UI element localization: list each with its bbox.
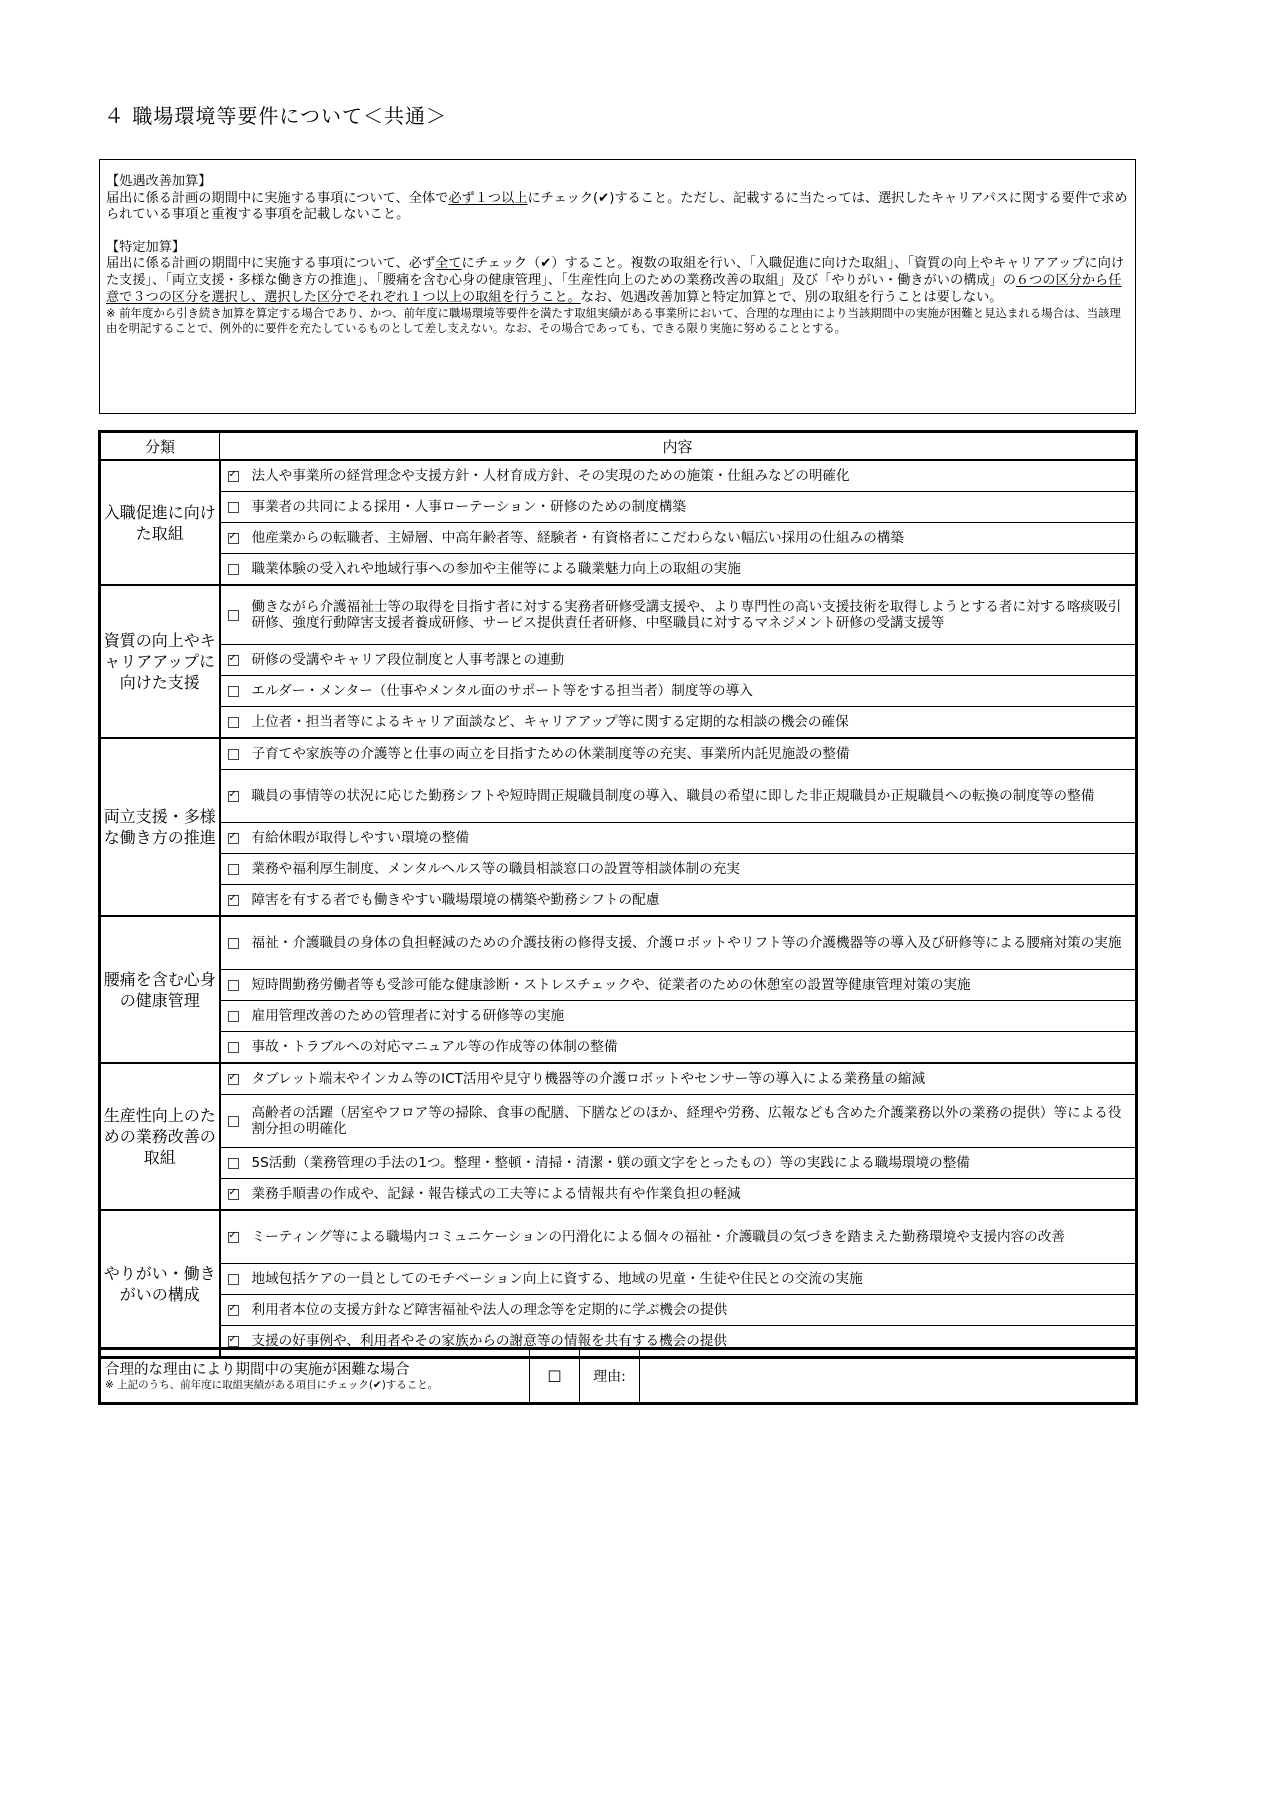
tokutei-heading: 【特定加算】 — [106, 239, 186, 255]
item-text: 有給休暇が取得しやすい環境の整備 — [246, 823, 1137, 854]
exception-main-text: 合理的な理由により期間中の実施が困難な場合 — [105, 1361, 410, 1378]
item-checkbox-cell — [220, 1148, 246, 1179]
reason-label: 理由: — [580, 1349, 640, 1404]
unchecked-box-icon[interactable] — [228, 717, 239, 728]
item-text: 働きながら介護福祉士等の取得を目指す者に対する実務者研修受講支援や、より専門性の高い支援技術を取得しようとする者に対する喀痰吸引研修、強度行動障害支援者養成研修、サービス提供責任者研修、中堅職員に対するマネジメント研修の受講支援等 — [246, 585, 1137, 645]
item-text: 福祉・介護職員の身体の負担軽減のための介護技術の修得支援、介護ロボットやリフト等の介護機器等の導入及び研修等による腰痛対策の実施 — [246, 916, 1137, 970]
category-label: 入職促進に向けた取組 — [100, 460, 220, 585]
unchecked-box-icon[interactable] — [228, 1011, 239, 1022]
exception-note: ※ 上記のうち、前年度に取組実績がある項目にチェック(✔)すること。 — [105, 1378, 439, 1391]
category-label: 資質の向上やキャリアアップに向けた支援 — [100, 585, 220, 738]
unchecked-box-icon[interactable] — [228, 1042, 239, 1053]
item-text: エルダー・メンター（仕事やメンタル面のサポート等をする担当者）制度等の導入 — [246, 676, 1137, 707]
reason-field[interactable] — [640, 1349, 1137, 1404]
item-checkbox-cell — [220, 1001, 246, 1032]
item-text: タブレット端末やインカム等のICT活用や見守り機器等の介護ロボットやセンサー等の導入による業務量の縮減 — [246, 1063, 1137, 1095]
item-checkbox-cell — [220, 854, 246, 885]
table-row — [100, 1295, 1137, 1326]
item-text: 高齢者の活躍（居室やフロア等の掃除、食事の配膳、下膳などのほか、経理や労務、広報なども含めた介護業務以外の業務の提供）等による役割分担の明確化 — [246, 1095, 1137, 1148]
item-text: 事業者の共同による採用・人事ローテーション・研修のための制度構築 — [246, 492, 1137, 523]
item-text: 事故・トラブルへの対応マニュアル等の作成等の体制の整備 — [246, 1032, 1137, 1064]
item-checkbox-cell — [220, 676, 246, 707]
tokutei-text-b: にチェック（✔）すること。複数の取組を行い、「入職促進に向けた取組」、「資質の向上やキャリアアップに向けた支援」、「両立支援・多様な働き方の推進」、「腰痛を含む心身の健康管理」、「生産性向上のための業務改善の取組」及び「やりがい・働きがいの構成」の — [106, 256, 1125, 288]
checked-box-icon[interactable] — [228, 1189, 239, 1200]
tokutei-text-underline-1: 全て — [435, 256, 462, 272]
unchecked-box-icon[interactable] — [228, 938, 239, 949]
item-text: 業務手順書の作成や、記録・報告様式の工夫等による情報共有や作業負担の軽減 — [246, 1179, 1137, 1211]
table-row — [100, 1179, 1137, 1211]
table-row — [100, 1095, 1137, 1148]
item-checkbox-cell — [220, 1179, 246, 1211]
table-row — [100, 823, 1137, 854]
unchecked-box-icon[interactable] — [228, 1116, 239, 1127]
tokutei-text-c: なお、処遇改善加算と特定加算とで、別の取組を行うことは要しない。 — [580, 289, 1003, 305]
table-row — [100, 523, 1137, 554]
item-checkbox-cell — [220, 1210, 246, 1264]
checked-box-icon[interactable] — [228, 1074, 239, 1085]
checked-box-icon[interactable] — [228, 533, 239, 544]
item-text: 障害を有する者でも働きやすい職場環境の構築や勤務シフトの配慮 — [246, 885, 1137, 917]
item-checkbox-cell — [220, 460, 246, 492]
item-text: 支援の好事例や、利用者やその家族からの謝意等の情報を共有する機会の提供 — [246, 1326, 1137, 1358]
item-text: 5S活動（業務管理の手法の1つ。整理・整頓・清掃・清潔・躾の頭文字をとったもの）等の実践による職場環境の整備 — [246, 1148, 1137, 1179]
unchecked-box-icon[interactable] — [228, 610, 239, 621]
item-checkbox-cell — [220, 1264, 246, 1295]
tokutei-text-underline-2: ６つの区分から任意で３つの区分を選択し、選択した区分でそれぞれ１つ以上の取組を行うこと。 — [106, 272, 1122, 305]
section-title: ４ 職場環境等要件について＜共通＞ — [104, 104, 447, 128]
table-row — [100, 554, 1137, 586]
item-text: 雇用管理改善のための管理者に対する研修等の実施 — [246, 1001, 1137, 1032]
exception-table — [98, 1347, 1138, 1405]
checked-box-icon[interactable] — [228, 833, 239, 844]
table-row — [100, 1032, 1137, 1064]
item-checkbox-cell — [220, 554, 246, 586]
instructions-box — [99, 159, 1136, 414]
item-text: 子育てや家族等の介護等と仕事の両立を目指すための休業制度等の充実、事業所内託児施設の整備 — [246, 738, 1137, 770]
checked-box-icon[interactable] — [228, 471, 239, 482]
item-text: 上位者・担当者等によるキャリア面談など、キャリアアップ等に関する定期的な相談の機会の確保 — [246, 707, 1137, 739]
exception-label — [100, 1349, 530, 1404]
table-row — [100, 492, 1137, 523]
item-text: 利用者本位の支援方針など障害福祉や法人の理念等を定期的に学ぶ機会の提供 — [246, 1295, 1137, 1326]
table-row — [100, 460, 1137, 492]
item-checkbox-cell — [220, 707, 246, 739]
exception-row — [100, 1349, 1137, 1404]
checked-box-icon[interactable] — [228, 655, 239, 666]
item-checkbox-cell — [220, 770, 246, 823]
item-checkbox-cell — [220, 523, 246, 554]
category-label: 腰痛を含む心身の健康管理 — [100, 916, 220, 1063]
table-row — [100, 1210, 1137, 1264]
unchecked-box-icon[interactable] — [228, 1274, 239, 1285]
item-text: 職業体験の受入れや地域行事への参加や主催等による職業魅力向上の取組の実施 — [246, 554, 1137, 586]
checked-box-icon[interactable] — [228, 895, 239, 906]
item-checkbox-cell — [220, 1032, 246, 1064]
exception-checkbox[interactable]: ☐ — [530, 1349, 580, 1404]
tokutei-text — [106, 256, 1129, 306]
item-checkbox-cell — [220, 1295, 246, 1326]
table-row — [100, 585, 1137, 645]
unchecked-box-icon[interactable] — [228, 502, 239, 513]
item-text: 短時間勤務労働者等も受診可能な健康診断・ストレスチェックや、従業者のための休憩室の設置等健康管理対策の実施 — [246, 970, 1137, 1001]
header-content: 内容 — [220, 432, 1137, 461]
table-row — [100, 1148, 1137, 1179]
checked-box-icon[interactable] — [228, 1336, 239, 1347]
item-checkbox-cell — [220, 970, 246, 1001]
unchecked-box-icon[interactable] — [228, 564, 239, 575]
tokutei-text-a: 届出に係る計画の期間中に実施する事項について、必ず — [106, 256, 436, 272]
shogu-text-a: 届出に係る計画の期間中に実施する事項について、全体で — [106, 190, 449, 206]
item-checkbox-cell — [220, 645, 246, 676]
checked-box-icon[interactable] — [228, 1232, 239, 1243]
table-row — [100, 916, 1137, 970]
item-text: 研修の受講やキャリア段位制度と人事考課との連動 — [246, 645, 1137, 676]
item-checkbox-cell — [220, 1095, 246, 1148]
item-text: 他産業からの転職者、主婦層、中高年齢者等、経験者・有資格者にこだわらない幅広い採用の仕組みの構築 — [246, 523, 1137, 554]
table-row — [100, 970, 1137, 1001]
unchecked-box-icon[interactable] — [228, 980, 239, 991]
category-label: 両立支援・多様な働き方の推進 — [100, 738, 220, 916]
header-category: 分類 — [100, 432, 220, 461]
table-body — [100, 460, 1137, 1358]
unchecked-box-icon[interactable] — [228, 686, 239, 697]
checked-box-icon[interactable] — [228, 791, 239, 802]
table-row — [100, 707, 1137, 739]
item-text: 職員の事情等の状況に応じた勤務シフトや短時間正規職員制度の導入、職員の希望に即した非正規職員か正規職員への転換の制度等の整備 — [246, 770, 1137, 823]
item-checkbox-cell — [220, 492, 246, 523]
table-row — [100, 854, 1137, 885]
shogu-text-underline: 必ず１つ以上 — [448, 190, 528, 206]
requirements-table — [98, 430, 1138, 1359]
item-checkbox-cell — [220, 916, 246, 970]
table-row — [100, 676, 1137, 707]
unchecked-box-icon[interactable] — [228, 864, 239, 875]
category-label: やりがい・働きがいの構成 — [100, 1210, 220, 1358]
table-header-row — [100, 432, 1137, 461]
checked-box-icon[interactable] — [228, 1305, 239, 1316]
table-row — [100, 885, 1137, 917]
shogu-text-b: にチェック(✔)すること。ただし、記載するに当たっては、選択したキャリアパスに関する要件で求められている事項と重複する事項を記載しないこと。 — [106, 190, 1128, 223]
item-text: 法人や事業所の経営理念や支援方針・人材育成方針、その実現のための施策・仕組みなどの明確化 — [246, 460, 1137, 492]
shogu-heading: 【処遇改善加算】 — [106, 174, 212, 189]
table-row — [100, 1063, 1137, 1095]
item-checkbox-cell — [220, 738, 246, 770]
remark-text: ※ 前年度から引き続き加算を算定する場合であり、かつ、前年度に職場環境等要件を満たす取組実績がある事業所において、合理的な理由により当該期間中の実施が困難と見込まれる場合は、当該理由を明記することで、例外的に要件を充たしているものとして差し支えない。なお、その場合であっても、できる限り実施に努めることとする。 — [106, 306, 1121, 336]
table-row — [100, 770, 1137, 823]
item-checkbox-cell — [220, 1063, 246, 1095]
category-label: 生産性向上のための業務改善の取組 — [100, 1063, 220, 1210]
unchecked-box-icon[interactable] — [228, 749, 239, 760]
item-checkbox-cell — [220, 823, 246, 854]
item-text: 業務や福利厚生制度、メンタルヘルス等の職員相談窓口の設置等相談体制の充実 — [246, 854, 1137, 885]
item-checkbox-cell — [220, 585, 246, 645]
item-text: ミーティング等による職場内コミュニケーションの円滑化による個々の福祉・介護職員の気づきを踏まえた勤務環境や支援内容の改善 — [246, 1210, 1137, 1264]
item-text: 地域包括ケアの一員としてのモチベーション向上に資する、地域の児童・生徒や住民との交流の実施 — [246, 1264, 1137, 1295]
shogu-text — [106, 191, 1129, 224]
table-row — [100, 738, 1137, 770]
item-checkbox-cell — [220, 885, 246, 917]
table-row — [100, 645, 1137, 676]
unchecked-box-icon[interactable] — [228, 1158, 239, 1169]
table-row — [100, 1264, 1137, 1295]
table-row — [100, 1001, 1137, 1032]
